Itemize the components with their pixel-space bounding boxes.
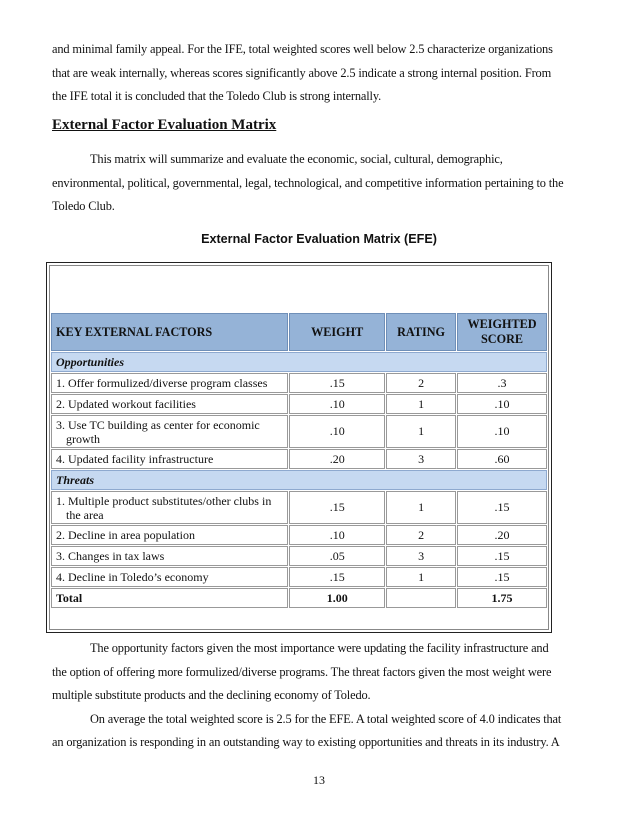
intro-line: and minimal family appeal. For the IFE, total weighted scores well below 2.5 characterize organizations	[52, 42, 553, 56]
factor-cell: 4. Decline in Toledo’s economy	[51, 567, 288, 587]
rating-cell: 2	[386, 525, 456, 545]
total-rating	[386, 588, 456, 608]
section-line: environmental, political, governmental, legal, technological, and competitive information pertaining to the	[52, 175, 564, 190]
section-line: This matrix will summarize and evaluate the economic, social, cultural, demographic,	[90, 152, 503, 166]
weight-cell: .10	[289, 415, 385, 448]
table-header-row	[51, 313, 547, 351]
factor-cell	[51, 415, 288, 448]
closing-line: On average the total weighted score is 2.5 for the EFE. A total weighted score of 4.0 indicates that	[90, 711, 562, 726]
weight-cell: .05	[289, 546, 385, 566]
intro-line: the IFE total it is concluded that the Toledo Club is strong internally.	[52, 89, 382, 103]
table-row	[51, 546, 547, 566]
total-label: Total	[51, 588, 288, 608]
factor-cell: 4. Updated facility infrastructure	[51, 449, 288, 469]
page-number: 13	[313, 773, 325, 787]
header-weight: WEIGHT	[289, 313, 385, 351]
table-caption: External Factor Evaluation Matrix (EFE)	[201, 232, 437, 246]
table-row	[51, 415, 547, 448]
threats-label: Threats	[51, 470, 547, 490]
rating-cell: 1	[386, 567, 456, 587]
closing-paragraph	[52, 637, 592, 755]
weight-cell: .15	[289, 491, 385, 524]
score-cell: .3	[457, 373, 547, 393]
efe-table	[50, 312, 548, 609]
header-weighted-score: WEIGHTED SCORE	[457, 313, 547, 351]
weight-cell: .15	[289, 567, 385, 587]
score-cell: .20	[457, 525, 547, 545]
score-cell: .15	[457, 546, 547, 566]
score-cell: .10	[457, 394, 547, 414]
rating-cell: 1	[386, 394, 456, 414]
intro-line: that are weak internally, whereas scores significantly above 2.5 indicate a strong internal position. From	[52, 65, 552, 80]
factor-text-continued: the area	[66, 507, 104, 522]
factor-cell	[51, 491, 288, 524]
rating-cell: 1	[386, 491, 456, 524]
total-row	[51, 588, 547, 608]
weight-cell: .15	[289, 373, 385, 393]
table-row	[51, 394, 547, 414]
factor-text: 3. Use TC building as center for economic	[56, 417, 260, 432]
weight-cell: .10	[289, 394, 385, 414]
weight-cell: .20	[289, 449, 385, 469]
score-cell: .15	[457, 491, 547, 524]
efe-table-frame	[46, 262, 552, 633]
section-heading: External Factor Evaluation Matrix	[52, 117, 277, 133]
section-line: Toledo Club.	[52, 199, 115, 213]
section-paragraph	[52, 148, 592, 219]
factor-cell: 1. Offer formulized/diverse program classes	[51, 373, 288, 393]
opportunities-label: Opportunities	[51, 352, 547, 372]
score-cell: .15	[457, 567, 547, 587]
closing-line: the option of offering more formulized/diverse programs. The threat factors given the most weight were	[52, 664, 552, 679]
total-weight: 1.00	[289, 588, 385, 608]
factor-cell: 2. Updated workout facilities	[51, 394, 288, 414]
closing-line: an organization is responding in an outstanding way to existing opportunities and threats in its industry. A	[52, 735, 560, 749]
closing-line: multiple substitute products and the declining economy of Toledo.	[52, 688, 371, 702]
intro-paragraph	[52, 38, 592, 109]
table-row	[51, 525, 547, 545]
header-factors: KEY EXTERNAL FACTORS	[51, 313, 288, 351]
factor-text-continued: growth	[66, 431, 100, 446]
factor-cell: 3. Changes in tax laws	[51, 546, 288, 566]
weight-cell: .10	[289, 525, 385, 545]
factor-text: 1. Multiple product substitutes/other clubs in	[56, 493, 272, 508]
header-rating: RATING	[386, 313, 456, 351]
table-row	[51, 567, 547, 587]
opportunities-section-row	[51, 352, 547, 372]
threats-section-row	[51, 470, 547, 490]
rating-cell: 1	[386, 415, 456, 448]
total-score: 1.75	[457, 588, 547, 608]
rating-cell: 3	[386, 449, 456, 469]
factor-cell: 2. Decline in area population	[51, 525, 288, 545]
closing-line: The opportunity factors given the most importance were updating the facility infrastructure and	[90, 641, 549, 655]
table-row	[51, 373, 547, 393]
score-cell: .10	[457, 415, 547, 448]
score-cell: .60	[457, 449, 547, 469]
table-row	[51, 449, 547, 469]
rating-cell: 3	[386, 546, 456, 566]
table-row	[51, 491, 547, 524]
rating-cell: 2	[386, 373, 456, 393]
